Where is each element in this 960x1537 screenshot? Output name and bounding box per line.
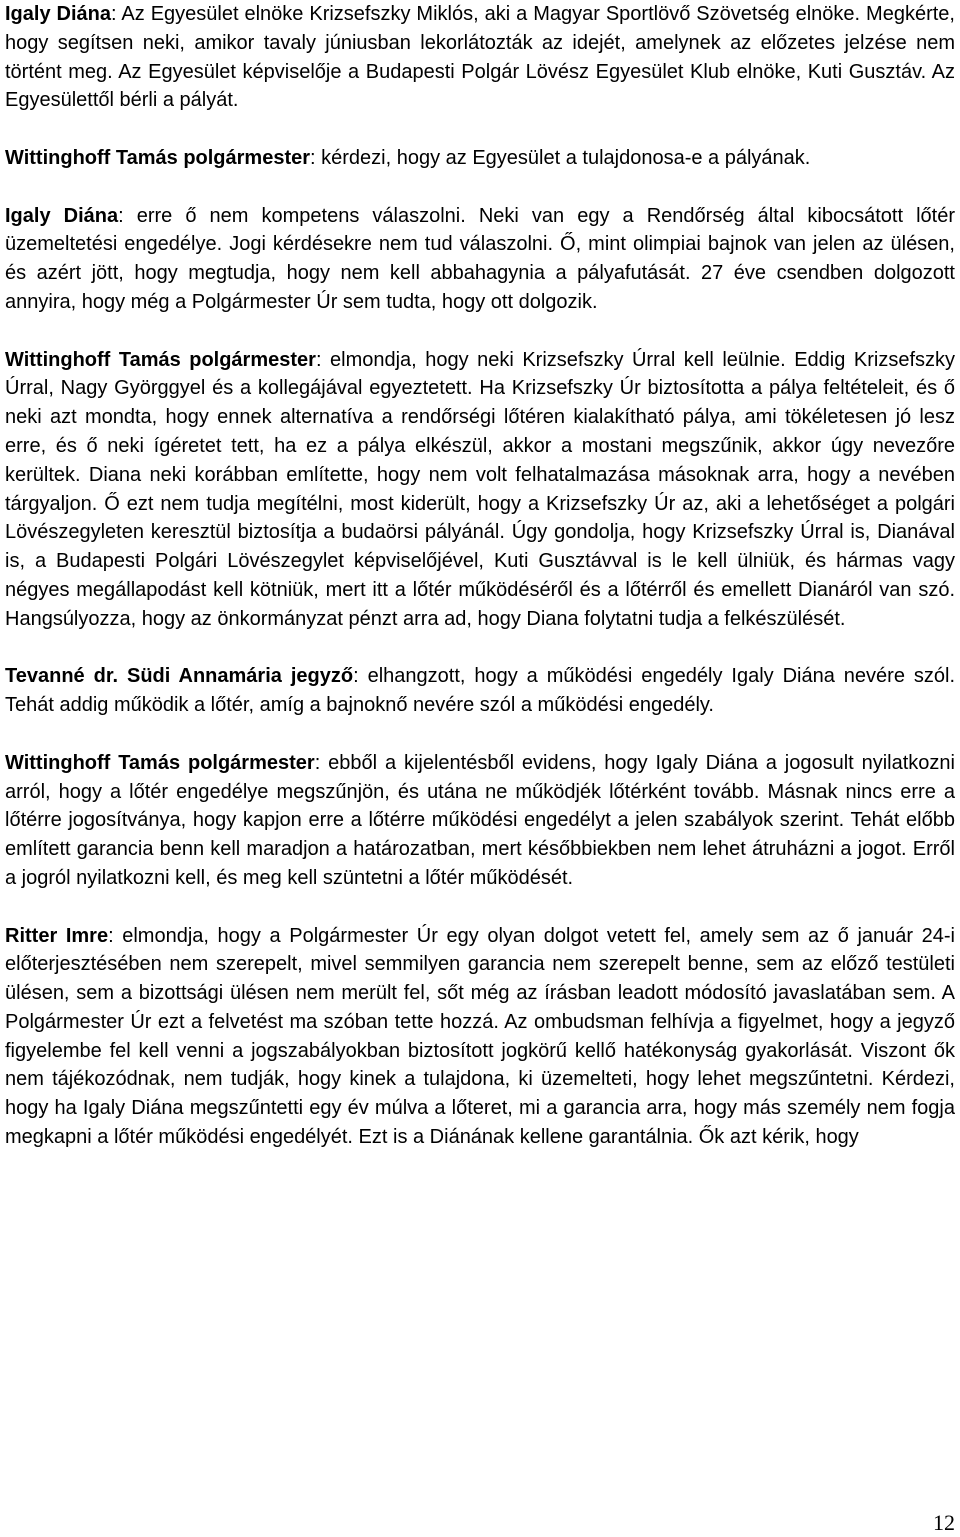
paragraph-4: [5, 346, 955, 634]
speaker-name: Igaly Diána: [5, 204, 119, 227]
paragraph-7: [5, 922, 955, 1152]
document-body: [5, 0, 955, 1152]
paragraph-text: : erre ő nem kompetens válaszolni. Neki van egy a Rendőrség által kibocsátott lőtér üzemeltetési engedélye. Jogi kérdésekre nem tud válaszolni. Ő, mint olimpiai bajnok van jelen az ülésen, és azért jött, hogy megtudja, hogy nem kell abbahagynia a pályafutását. 27 éve csendben dolgozott annyira, hogy még a Polgármester Úr sem tudta, hogy ott dolgozik.: [5, 204, 955, 313]
paragraph-3: [5, 202, 955, 317]
paragraph-text: : elmondja, hogy neki Krizsefszky Úrral kell leülnie. Eddig Krizsefszky Úrral, Nagy Györggyel és a kollegájával egyeztetett. Ha Krizsefszky Úr biztosította a pálya feltételeit, és ő neki azt mondta, hogy ennek alternatíva a rendőrségi lőtéren kialakítható pálya, ami tökéletesen jó lesz erre, és ő neki ígéretet tett, ha ez a pálya elkészül, akkor a mostani megszűnik, akkor úgy nevezőre kerültek. Diana neki korábban említette, hogy nem volt felhatalmazása másoknak arra, hogy a nevében tárgyaljon. Ő ezt nem tudja megítélni, most kiderült, hogy a Krizsefszky Úr az, aki a lehetőséget a polgári Lövészegyleten keresztül biztosítja a budaörsi pályánál. Úgy gondolja, hogy Krizsefszky Úrral is, Dianával is, a Budapesti Polgári Lövészegylet képviselőjével, Kuti Gusztávval is le kell ülniük, és hármas vagy négyes megállapodást kell kötniük, mert itt a lőtér működéséről és a lőtérről és emellett Dianáról van szó. Hangsúlyozza, hogy az önkormányzat pénzt arra ad, hogy Diana folytatni tudja a felkészülését.: [5, 348, 956, 630]
speaker-name: Wittinghoff Tamás polgármester: [5, 751, 315, 774]
speaker-name: Wittinghoff Tamás polgármester: [5, 146, 311, 169]
paragraph-text: : kérdezi, hogy az Egyesület a tulajdonosa-e a pályának.: [310, 146, 811, 169]
paragraph-text: : Az Egyesület elnöke Krizsefszky Miklós, aki a Magyar Sportlövő Szövetség elnöke. Megkérte, hogy segítsen neki, amikor tavaly júniusban lekorlátozták az idejét, amelynek az előzetes jelzése nem történt meg. Az Egyesület képviselője a Budapesti Polgár Lövész Egyesület Klub elnöke, Kuti Gusztáv. Az Egyesülettől bérli a pályát.: [5, 3, 955, 112]
speaker-name: Igaly Diána: [5, 3, 111, 25]
speaker-name: Ritter Imre: [5, 924, 109, 947]
paragraph-5: [5, 662, 955, 720]
paragraph-text: : ebből a kijelentésből evidens, hogy Igaly Diána a jogosult nyilatkozni arról, hogy a lőtér engedélye megszűnjön, és utána ne működjék lőtérként tovább. Másnak nincs erre a lőtérre jogosítványa, hogy kapjon erre a lőtérre működési engedélyt a jelen szabályok szerint. Tehát előbb említett garancia benn kell maradjon a határozatban, mert későbbiekben nem lehet átruházni a jogot. Erről a jogról nyilatkozni kell, és meg kell szüntetni a lőtér működését.: [5, 751, 955, 889]
paragraph-1: [5, 0, 955, 115]
paragraph-2: [5, 144, 955, 173]
paragraph-text: : elmondja, hogy a Polgármester Úr egy olyan dolgot vetett fel, amely sem az ő január 24-i előterjesztésében nem szerepelt, mivel semmilyen garancia nem szerepelt benne, sem az előző testületi ülésen, sem a bizottsági ülésen nem merült fel, sőt még az írásban leadott módosító javaslatában sem. A Polgármester Úr ezt a felvetést ma szóban tette hozzá. Az ombudsman felhívja a figyelmet, hogy a jegyző figyelembe fel kell venni a jogszabályokban biztosított jogkörű kellő hatékonyság gyakorlását. Viszont ők nem tájékozódnak, nem tudják, hogy kinek a tulajdona, ki üzemelteti, hogy lehet megszűntetni. Kérdezi, hogy ha Igaly Diána megszűntetti egy év múlva a lőteret, mi a garancia arra, hogy más személy nem fogja megkapni a lőtér működési engedélyét. Ezt is a Diánának kellene garantálnia. Ők azt kérik, hogy: [5, 924, 955, 1149]
speaker-name: Wittinghoff Tamás polgármester: [5, 348, 316, 371]
speaker-name: Tevanné dr. Südi Annamária jegyző: [5, 665, 354, 688]
paragraph-6: [5, 749, 955, 893]
paragraph-text: : elhangzott, hogy a működési engedély Igaly Diána nevére szól. Tehát addig működik a lőtér, amíg a bajnoknő nevére szól a működési engedély.: [5, 665, 956, 717]
page-number: 12: [933, 1510, 955, 1535]
